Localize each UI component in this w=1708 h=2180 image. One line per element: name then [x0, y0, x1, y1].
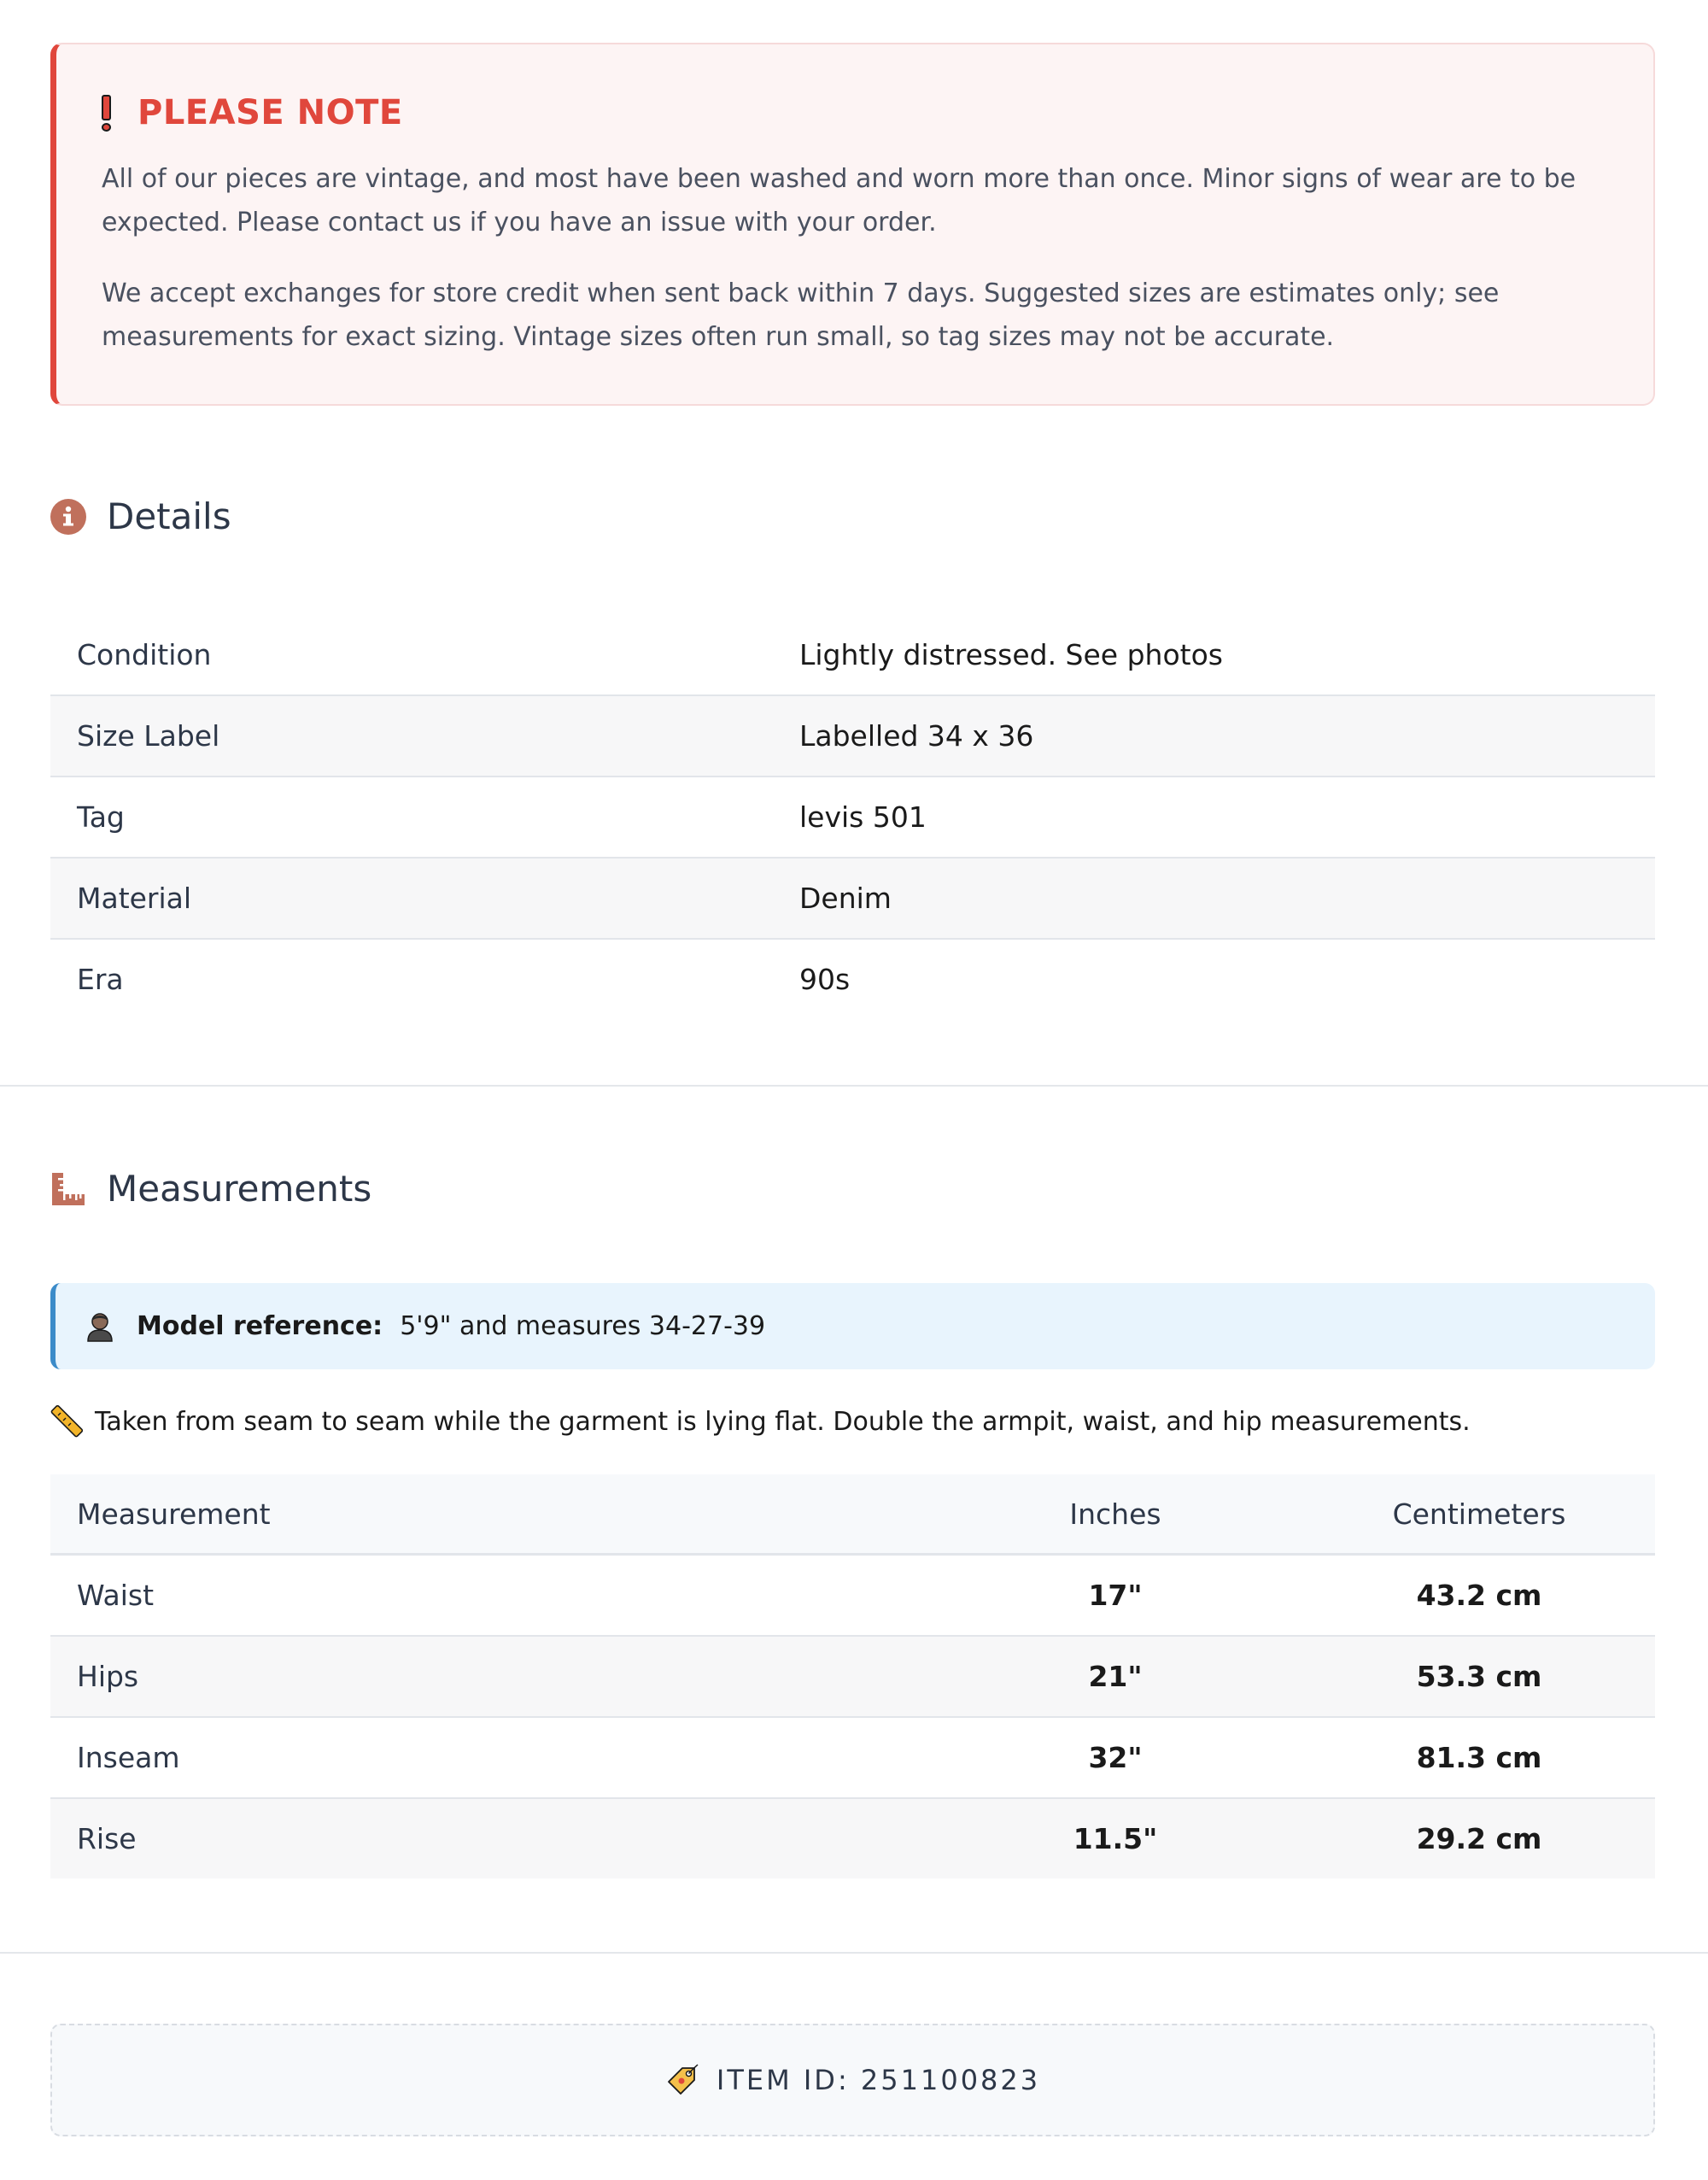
model-reference-text: 5'9" and measures 34-27-39: [400, 1311, 766, 1341]
column-header-inches: Inches: [1069, 1497, 1161, 1531]
detail-label: Material: [77, 882, 192, 915]
measurement-name: Waist: [77, 1579, 155, 1612]
table-row: [50, 777, 1655, 859]
measurement-inches: 17": [1088, 1579, 1143, 1612]
note-paragraph-2: We accept exchanges for store credit when sent back within 7 days. Suggested sizes are estimates only; see measurements for exact sizing. Vintage sizes often run small, so tag sizes may not be accurate.: [102, 278, 1500, 352]
measurement-inches: 32": [1088, 1741, 1143, 1774]
measurement-name: Hips: [77, 1660, 139, 1693]
details-heading: [50, 495, 231, 537]
detail-label: Size Label: [77, 719, 220, 753]
details-title: Details: [107, 495, 231, 537]
table-row: [50, 859, 1655, 940]
item-id-box: [50, 2024, 1655, 2136]
measurements-title: Measurements: [107, 1168, 372, 1210]
note-title: PLEASE NOTE: [137, 93, 403, 132]
table-row: [50, 1556, 1655, 1637]
detail-label: Tag: [77, 800, 125, 834]
table-row: [50, 696, 1655, 777]
table-row: [50, 940, 1655, 1019]
exclamation-icon: [102, 95, 111, 131]
detail-value: levis 501: [799, 800, 927, 834]
person-icon: [85, 1311, 114, 1342]
please-note-box: [50, 43, 1655, 406]
measurement-cm: 81.3 cm: [1416, 1741, 1542, 1774]
section-divider: [0, 1085, 1708, 1087]
measurements-table: [50, 1474, 1655, 1878]
item-id-text: ITEM ID: 251100823: [716, 2064, 1041, 2096]
column-header-measurement: Measurement: [77, 1497, 271, 1531]
measurement-cm: 29.2 cm: [1416, 1822, 1542, 1855]
info-circle-icon: [50, 499, 86, 535]
detail-value: Labelled 34 x 36: [799, 719, 1034, 753]
note-paragraph-1: All of our pieces are vintage, and most have been washed and worn more than once. Minor signs of wear are to be expected. Please contact us if you have an issue with your order.: [102, 164, 1576, 237]
measurements-heading: [50, 1168, 371, 1210]
table-header-row: [50, 1474, 1655, 1556]
measurement-cm: 53.3 cm: [1416, 1660, 1542, 1693]
note-title-row: [102, 89, 1606, 137]
measurement-note-text: Taken from seam to seam while the garment is lying flat. Double the armpit, waist, and hip measurements.: [95, 1406, 1471, 1437]
detail-label: Era: [77, 963, 124, 996]
table-row: [50, 615, 1655, 696]
measurement-inches: 21": [1088, 1660, 1143, 1693]
column-header-centimeters: Centimeters: [1392, 1497, 1566, 1531]
detail-value: Lightly distressed. See photos: [799, 638, 1223, 671]
pencil-ruler-icon: [50, 1405, 83, 1438]
details-table: [50, 615, 1655, 1019]
detail-label: Condition: [77, 638, 212, 671]
table-row: [50, 1637, 1655, 1718]
measurement-inches: 11.5": [1073, 1822, 1158, 1855]
model-reference-label: Model reference:: [137, 1311, 383, 1341]
table-row: [50, 1718, 1655, 1799]
measurement-note: [50, 1405, 1471, 1438]
section-divider: [0, 1952, 1708, 1954]
measurement-name: Inseam: [77, 1741, 180, 1774]
measurement-cm: 43.2 cm: [1416, 1579, 1542, 1612]
tag-icon: [665, 2063, 699, 2097]
model-reference-box: [50, 1283, 1655, 1369]
table-row: [50, 1799, 1655, 1878]
ruler-icon: [50, 1171, 86, 1207]
measurement-name: Rise: [77, 1822, 137, 1855]
detail-value: 90s: [799, 963, 851, 996]
detail-value: Denim: [799, 882, 892, 915]
